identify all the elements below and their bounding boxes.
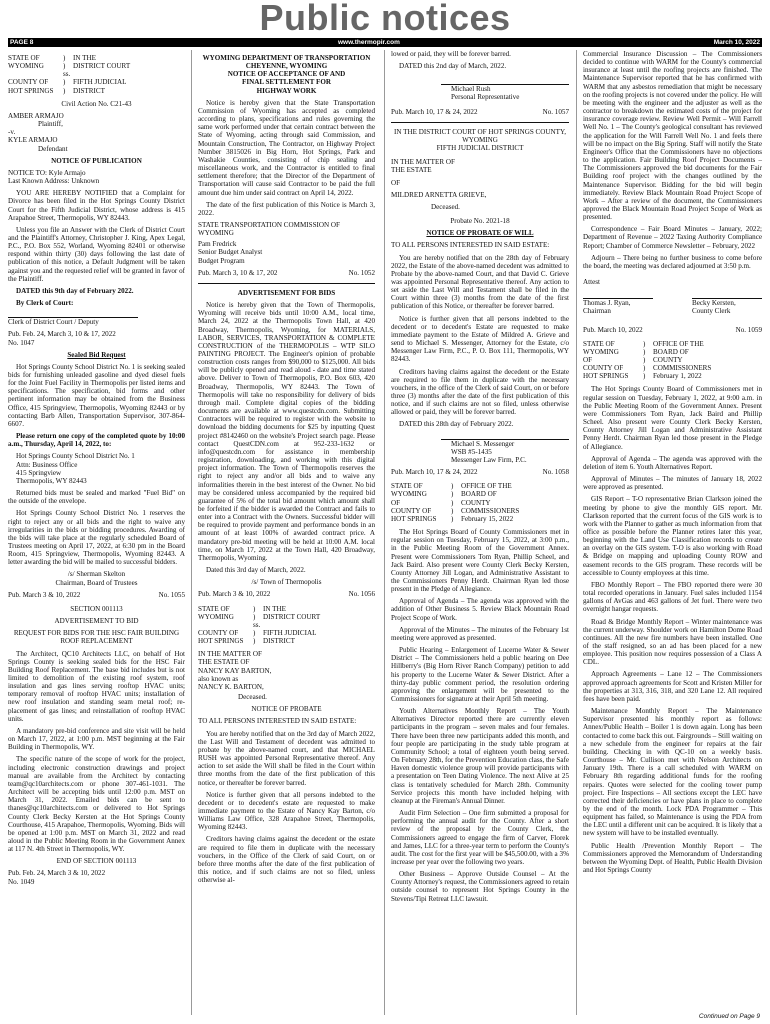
minutes-paragraph: Public Hearing – Enlargement of Lucerne Water & Sewer District – The Commissioners held a public hearing on Dee Hillberry's (Big Horn River Ranch Company) petition to add his property to the Lucerne Water & Sewer District. After a thirty-day public comment period, the resolution ordering approving the enlargement will be presented to the Commissioners for signature at their April 5th meeting.	[391, 646, 569, 703]
probate-number: Probate No. 2021-18	[450, 217, 510, 226]
notice-paragraph: Notice is further given that all persons indebted to the decedent or to decedent's Estate are requested to make immediate payment to the Estate of Mildred A. Grieve and send to Michael S. Messenger, Attorney for the Estate, c/o Messenger Law Firm, P.C., P. O. Box 111, Thermopolis, WY 82443.	[391, 314, 569, 364]
column-3	[391, 50, 569, 1015]
publication-info: Pub. March 3 & 10, 2022 No. 1056	[198, 590, 375, 599]
notice-title: Sealed Bid Request	[67, 350, 126, 359]
notice-number: No. 1047	[8, 338, 35, 347]
notice-paragraph: Creditors having claims against the decedent or the Estate are required to file them in duplicate with the necessary vouchers, in the office of the Clerk of said Court, on or before three (3) months after the date of the first publication of this notice, and if such claims are not so filed, unless otherwise allowed or paid, they will be forever barred.	[391, 367, 569, 417]
notice-title: SECTION 001113 ADVERTISEMENT TO BID REQUEST FOR BIDS FOR THE HSC FAIR BUILDING ROOF REPLACEMENT	[13, 604, 180, 646]
notice-paragraph: You are hereby notified that on the 28th day of February 2022, the Estate of the above-named decedent was admitted to Probate by the above-named Court, and that David C. Grieve was appointed Personal Representative thereof. Any action to set aside the Last Will and Testament shall be filed in the Court within three (3) months from the date of the first publication of this Notice, or thereafter be forever barred.	[391, 253, 569, 311]
notice-paragraph: Hot Springs County School District No. 1 is seeking sealed bids for furnishing unleaded gasoline and dyed diesel fuels for the Joint Fuel Facility in Thermopolis per listed items and specifications. The specification, bid forms and other pertinent information may be obtained from the Business Office, 415 Springview, Thermopolis, Wyoming 82443 or by contacting Barb Allen, Transportation Supervisor, 307-864-6607.	[8, 362, 185, 428]
minutes-paragraph: Maintenance Monthly Report – The Maintenance Supervisor presented his monthly report as follows: Annex/Public Health – Boiler 1 is down again. Long has been contacted to come back this out. Fairgrounds – Still waiting on a new schedule from the engineer for repairs at the fair building. Checking in with QC-10 on a weekly basis. Courthouse – Mr. Cullison met with Nelson Architects on January 19th. There is a call scheduled with WARM on February 8th regarding additional funds for the roofing repairs. Quotes were selected for the cooling tower pump project. Fire Inspections – All sections except the LEC have corrected their deficiencies or have plans in place to complete by the end of the month. Lock PDA Programmer – This equipment has failed, so Maintenance is using the PDA from the LEC until a different unit can be acquired. It is likely that a new system will have to be installed eventually.	[583, 707, 762, 838]
minutes-paragraph: FBO Monthly Report – The FBO reported there were 30 total recorded operations in January. Fuel sales included 1154 gallons of AvGas and 463 gallons of Jet fuel. There were two overnight hangar requests.	[583, 580, 762, 614]
notice-paragraph: Unless you file an Answer with the Clerk of District Court and the Plaintiff's Attorney, Christopher J. King, Apex Legal, P.C., P.O. Box 552, Worland, Wyoming 82401 or otherwise respond within thirty (30) days following the last date of publication of this notice, a Default Judgment will be taken against you and the requested relief will be granted in favor of the Plaintiff.	[8, 225, 185, 283]
notice-title: NOTICE OF PROBATE	[251, 705, 322, 714]
minutes-paragraph: Correspondence – Fair Board Minutes – January, 2022; Department of Revenue – 2022 Taxing Authority Compliance Report; Chamber of Commerce Newsletter – February, 2022	[583, 225, 762, 250]
notice-paragraph: Notice is hereby given that the Town of Thermopolis, Wyoming will receive bids until 10:00 A.M., local time, March 24, 2022 at the Thermopolis Town Hall, at 420 Broadway, Thermopolis, Wyoming, for MATERIALS, LABOR, SERVICES, TRANSPORTATION & COMPLETE CONSTRUCTION of the THERMOPOLIS – WTP SILO PAINTING PROJECT. The Engineer's opinion of probable construction costs ranges from $90,000 to $125,000. All bids will be publicly opened and read aloud - date and time stated above. Deliver to Town of Thermopolis, P.O. Box 603, 420 Broadway, Thermopolis, WY 82443. The Town of Thermopolis will take no responsibility for delivery of bids through mail. Complete digital copies of the bidding documents are available at www.questcdn.com. Submitting Contractors will be required to register with the website to download the bidding documents for $25 by inputting Quest project #8142460 on the website's Project search page. Please contact QuestCDN.com at 952-233-1632 or info@questcdn.com for assistance in membership registration, downloading, and working with this digital project information. The Town of Thermopolis reserves the right to reject any and/or all bids and to waive any informalities therein in the best interest of the Owner. No bid may be considered unless accompanied by the required bid guarantee of 5% of the total bid amount which amount shall be forfeited if the bidder is awarded the Contract and fails to enter into a Contract with the Owners. Successful bidder will be required to provide payment and performance bonds in an amount of at least 100% of awarded contract price. A mandatory pre-bid meeting will be held at 10:00 A.M. local time, on March 17, 2022 at the Town Hall, 420 Broadway, Thermopolis, Wyoming.	[198, 301, 375, 562]
section-title: Public notices	[259, 0, 511, 38]
notice-paragraph: Creditors having claims against the decedent or the estate are required to file them in duplicate with the necessary vouchers, in the Office of the Clerk of said Court, on or before three months after the date of the first publication of this notice, and if such claims are not so filed, unless otherwise al-	[198, 835, 375, 885]
notice-title: ADVERTISEMENT FOR BIDS	[237, 288, 336, 297]
notice-number: No. 1049	[8, 877, 35, 886]
minutes-paragraph: Adjourn – There being no further business to come before the board, the meeting was declared adjourned at 3:50 p.m.	[583, 253, 762, 270]
dated-line: DATED this 9th day of February 2022.	[16, 286, 134, 295]
website-link[interactable]: www.thermopir.com	[338, 39, 400, 46]
notice-to: TO ALL PERSONS INTERESTED IN SAID ESTATE:	[391, 241, 550, 250]
notice-to: TO ALL PERSONS INTERESTED IN SAID ESTATE:	[198, 717, 357, 726]
minutes-paragraph: Approval of the Minutes – The minutes of the February 1st meeting were approved as presented.	[391, 625, 569, 642]
signature: /s/ Sherman Skelton Chairman, Board of Trustees	[55, 570, 138, 587]
publication-info: Pub. March 10, 17 & 24, 2022 No. 1057	[391, 107, 569, 116]
notice-to: NOTICE TO: Kyle Armajo	[8, 168, 86, 177]
notice-title: WYOMING DEPARTMENT OF TRANSPORTATION CHEYENNE, WYOMING NOTICE OF ACCEPTANCE OF AND FINAL SETTLEMENT FOR HIGHWAY WORK	[202, 54, 371, 95]
signature: Michael Rush Personal Representative	[451, 84, 569, 101]
column-2	[198, 50, 375, 1015]
signature: STATE TRANSPORTATION COMMISSION OF WYOMING Pam Fredrick Senior Budget Analyst Budget Program	[198, 220, 340, 265]
dated-line: DATED this 2nd day of March, 2022.	[399, 62, 507, 71]
minutes-paragraph: Other Business – Approve Outside Counsel – At the County Attorney's request, the Commissioners agreed to retain outside counsel to represent Hot Springs County in the Stevens/Tipi Retreat LLC lawsuit.	[391, 870, 569, 903]
matter-block: IN THE MATTER OF THE ESTATE OF MILDRED ARNETTA GRIEVE, Deceased.	[391, 158, 487, 211]
minutes-paragraph: GIS Report – T-O representative Brian Clarkson joined the meeting by phone to give the monthly GIS report. Mr. Clarkson reported that the current focus of the GIS work is to work with the Planner to gather as much information from that office as possible before the Planner retires later this year, beginning with the Land Use Classification records to create an overlay on the GIS system. T-O is also working with Road & Bridge on mapping and uploading County ROW and easement records to the GIS program. These records will be accessible to County employees at this time.	[583, 495, 762, 577]
column-rule	[191, 50, 192, 1015]
notice-paragraph: lowed or paid, they will be forever barred.	[391, 50, 511, 58]
notice-paragraph: You are hereby notified that on the 3rd day of March 2022, the Last Will and Testament of decedent was admitted to probate by the above-named court, and that MICHAEL RUSH was appointed Personal Representative thereof. Any action to set aside the Will shall be filed in the Court within three months from the date of the first publication of this notice, or thereafter be forever barred.	[198, 729, 375, 787]
publication-dates: Pub. Feb. 24, March 3, 10 & 17, 2022	[8, 330, 116, 339]
continued-note: Continued on Page 9	[698, 1013, 760, 1020]
publication-dates: Pub. Feb. 24, March 3 & 10, 2022	[8, 869, 106, 878]
minutes-paragraph: Audit Firm Selection – One firm submitted a proposal for performing the annual audit for the County. After a short review of the proposal by the County Clerk, the Commissioners agreed to engage the firm of Carver, Florek and James, LLC for a three-year term to perform the County's audit. The cost for the first year will be $45,500.00, with a 3% increase per year over the following two years.	[391, 809, 569, 866]
publication-info: Pub. March 3, 10 & 17, 202 No. 1052	[198, 268, 375, 277]
column-1	[8, 50, 185, 1015]
notice-title: NOTICE OF PUBLICATION	[51, 156, 142, 165]
column-4	[583, 50, 762, 1015]
publication-info: Pub. March 10, 2022 No. 1059	[583, 325, 762, 334]
section-end: END OF SECTION 001113	[56, 857, 137, 866]
attest-label: Attest	[583, 278, 600, 287]
caption-block: STATE OF ) OFFICE OF THE WYOMING ) BOARD OF OF ) COUNTY COUNTY OF ) COMMISSIONERS HOT SPRINGS ) February 1, 2022	[583, 339, 712, 381]
notice-paragraph: Hot Springs County School District No. 1 reserves the right to reject any or all bids and the right to waive any irregularities in the bids or bidding procedures. Awarding of the bids will take place at the regularly scheduled Board of Trustees meeting on April 17, 2022, at 6:30 pm in the Board Room, 415 Springview, Thermopolis, Wyoming 82443. A letter awarding the bid will be mailed to successful bidders.	[8, 509, 185, 567]
caption-block: STATE OF ) OFFICE OF THE WYOMING ) BOARD OF OF ) COUNTY COUNTY OF ) COMMISSIONERS HOT SPRINGS ) February 15, 2022	[391, 482, 520, 523]
notice-paragraph: Please return one copy of the completed quote by 10:00 a.m., Thursday, April 14, 2022, to:	[8, 432, 185, 449]
clerk-label: By Clerk of Court:	[16, 299, 74, 308]
matter-block: IN THE MATTER OF THE ESTATE OF NANCY KAY BARTON, also known as NANCY K. BARTON, Deceased.	[198, 650, 272, 702]
signature: Michael S. Messenger WSB #5-1435 Messenger Law Firm, P.C.	[451, 439, 569, 464]
minutes-paragraph: The Hot Springs County Board of Commissioners met in regular session on Tuesday, February 1, 2022, at 9:00 a.m. in the Public Meeting Room of the Government Annex. Present were Commissioners Tom Ryan, Jack Baird and Phillip Scheel. Also present were County Clerk Becky Kersten, County Attorney Jill Logan and Administrative Assistant Penny Herdt. Chairman Ryan led those present in the Pledge of Allegiance.	[583, 385, 762, 451]
minutes-paragraph: Road & Bridge Monthly Report – Winter maintenance was the current underway. Shoulder work on Hamilton Dome Road continues. All the new fire numbers have been installed. One of the staff resigned, so an ad has been placed for a new employee. This position now requires possession of a Class A CDL.	[583, 617, 762, 667]
notice-paragraph: Returned bids must be sealed and marked "Fuel Bid" on the outside of the envelope.	[8, 489, 185, 506]
notice-paragraph: Notice is further given that all persons indebted to the decedent or to decedent's estate are requested to make immediate payment to the Estate of Nancy Kay Barton, c/o Williams Law Office, 328 Arapahoe Street, Thermopolis, Wyoming 82443.	[198, 790, 375, 832]
parties: AMBER ARMAJO Plaintiff, -v. KYLE ARMAJO Defendant	[8, 111, 68, 153]
masthead	[0, 0, 770, 36]
minutes-paragraph: Public Health /Prevention Monthly Report – The Commissioners approved the Memorandum of Understanding between the Wyoming Dept. of Health, Public Health Division and Hot Springs County	[583, 841, 762, 875]
notice-paragraph: The date of the first publication of this Notice is March 3, 2022.	[198, 200, 375, 217]
minutes-paragraph: Commercial Insurance Discussion – The Commissioners decided to continue with WARM for the County's commercial insurance at least until the roofing projects are finished. The Maintenance Supervisor reported that he has confirmed with WARM that any asbestos remediation that might be necessary on the roofing projects is not covered under the policy. He will be meeting with the engineer and the adjuster as well as the contractor to breakdown the estimated costs of the project for insurance coverage review. Review Well Permit – Will Farrell Well No. 1 – The County's geological consultant has reviewed the application for the Will Farrell Well No. 1 and feels there will be no impact on the Big Spring. Staff will notify the State Engineer's Office that the Commissioners have no objections to the application. Fair Building Roof Project Documents – The Commissioners approved the bid documents for the Fair Building roof project with the changes outlined by the Maintenance Supervisor. Bidding for the bid will begin immediately. Review Black Mountain Road Project Scope of Work – After a review of the document, the Commissioners approved the Black Mountain Road Project Scope of Work as presented.	[583, 50, 762, 222]
notice-paragraph: Notice is hereby given that the State Transportation Commission of Wyoming has accepted as completed according to plans, specifications and rules governing the same work performed under that certain contract between the State of Wyoming, acting through said Commission, and Mountain Construction, The Contractor, on Highway Project Number 3815026 in Big Horn, Hot Springs, Park and Washakie Counties, consisting of chip sealing and miscellaneous work, and the Contractor is entitled to final settlement therefore; that the Director of the Department of Transportation will cause said Contractor to be paid the full amount due him under said contract on April 14, 2022.	[198, 98, 375, 197]
caption-block: STATE OF ) IN THE WYOMING ) ss. DISTRICT COURT COUNTY OF ) FIFTH JUDICIAL HOT SPRINGS ) DISTRICT	[8, 54, 131, 95]
minutes-paragraph: Approval of Agenda – The agenda was approved with the deletion of item 6. Youth Alternatives Report.	[583, 454, 762, 471]
notice-paragraph: A mandatory pre-bid conference and site visit will be held on March 17, 2022, at 1:00 p.m. MST beginning at the Fair Building in Thermopolis, WY.	[8, 726, 185, 752]
signature: /s/ Town of Thermopolis	[251, 578, 322, 587]
last-address: Last Known Address: Unknown	[8, 177, 100, 186]
civil-action-number: Civil Action No. C21-43	[61, 99, 132, 108]
court-heading: IN THE DISTRICT COURT OF HOT SPRINGS COUNTY, WYOMING FIFTH JUDICIAL DISTRICT	[394, 127, 566, 153]
page-number: PAGE 8	[10, 39, 34, 46]
column-rule	[384, 50, 385, 1015]
notice-paragraph: YOU ARE HEREBY NOTIFIED that a Complaint for Divorce has been filed in the Hot Springs County District Court for the Fifth Judicial District, whose address is 415 Arapahoe Street, Thermopolis, WY 82443.	[8, 189, 185, 222]
column-rule	[576, 50, 577, 1015]
bid-address: Hot Springs County School District No. 1 Attn: Business Office 415 Springview Thermopolis, WY 82443	[16, 452, 135, 485]
publication-info: Pub. March 3 & 10, 2022 No. 1055	[8, 590, 185, 599]
notice-paragraph: The Architect, QC10 Architects LLC, on behalf of Hot Springs County is seeking sealed bids for the HSC Fair Building Roof Replacement. The base bid includes but is not limited to demolition of the existing roof system, roof insulation and gas lines serving rooftop HVAC units; temporary removal of rooftop HVAC units; installation of new roof insulation and standing seam metal roof; re-placement of gas lines; and reinstallation of rooftop HVAC units.	[8, 649, 185, 723]
minutes-paragraph: Youth Alternatives Monthly Report – The Youth Alternatives Director reported there are currently eleven participants in the program – seven males and four females. There have been three new participants added this month, and four people are participating in the study table program at Community School; a total of eighteen youth being served. On February 28th, for the Prevention Education class, the Safe Haven domestic violence group will provide participants with a presentation on Teen Dating Violence. The next Alive at 25 class is tentatively scheduled for March 28th. Community Service projects this month have included helping with cleanup at the Fireman's Annual Dinner.	[391, 707, 569, 805]
caption-block: STATE OF ) IN THE WYOMING ) ss. DISTRICT COURT COUNTY OF ) FIFTH JUDICIAL HOT SPRINGS ) DISTRICT	[198, 604, 321, 646]
minutes-paragraph: Approval of Minutes – The minutes of January 18, 2022 were approved as presented.	[583, 475, 762, 492]
signatures: Thomas J. Ryan, Chairman Becky Kersten, County Clerk	[583, 298, 762, 315]
notice-paragraph: The specific nature of the scope of work for the project, including electronic construction drawings and project manual are available from the Architect by contacting team@qc10architects.com or phone 307-461-1031. The Architect will be accepting bids until 12:00 p.m. MST on March 31, 2022. Emailed bids can be sent to thanes@qc10architects.com or delivered to Hot Springs County Clerk Becky Kersten at the Hot Springs County Courthouse, 415 Arapahoe, Thermopolis, Wyoming. Bids will be opened at 1:00 p.m. MST on March 31, 2022 and read aloud in the Public Meeting Room in the Government Annex at 117 N. 4th Street in Thermopolis, WY.	[8, 755, 185, 854]
dated-line: Dated this 3rd day of March, 2022.	[206, 566, 306, 575]
issue-date: March 10, 2022	[713, 39, 760, 46]
folio-bar	[8, 38, 762, 47]
dated-line: DATED this 28th day of February 2022.	[399, 420, 514, 429]
minutes-paragraph: Approach Agreements – Lane 12 – The Commissioners approved approach agreements for Scott and Kristen Miller for the properties at 313, 316, 318, and 320 Lane 12. All required fees have been paid.	[583, 670, 762, 703]
publication-info: Pub. March 10, 17 & 24, 2022 No. 1058	[391, 468, 569, 477]
minutes-paragraph: Approval of Agenda – The agenda was approved with the addition of Other Business 5. Review Black Mountain Road Project Scope of Work.	[391, 597, 569, 622]
clerk-signature: Clerk of District Court / Deputy	[8, 318, 99, 327]
notice-title: NOTICE OF PROBATE OF WILL	[426, 229, 534, 238]
minutes-paragraph: The Hot Springs Board of County Commissioners met in regular session on Tuesday, February 15, 2022, at 3:00 p.m., in the Public Meeting Room of the Government Annex. Present were Commissioners Tom Ryan, Phillip Scheel, and Jack Baird. Also present were County Clerk Becky Kersten, County Attorney Jill Logan, and Administrative Assistant to the Commissioners Penny Herdt. Chairman Ryan led those present in the Pledge of Allegiance.	[391, 528, 569, 594]
